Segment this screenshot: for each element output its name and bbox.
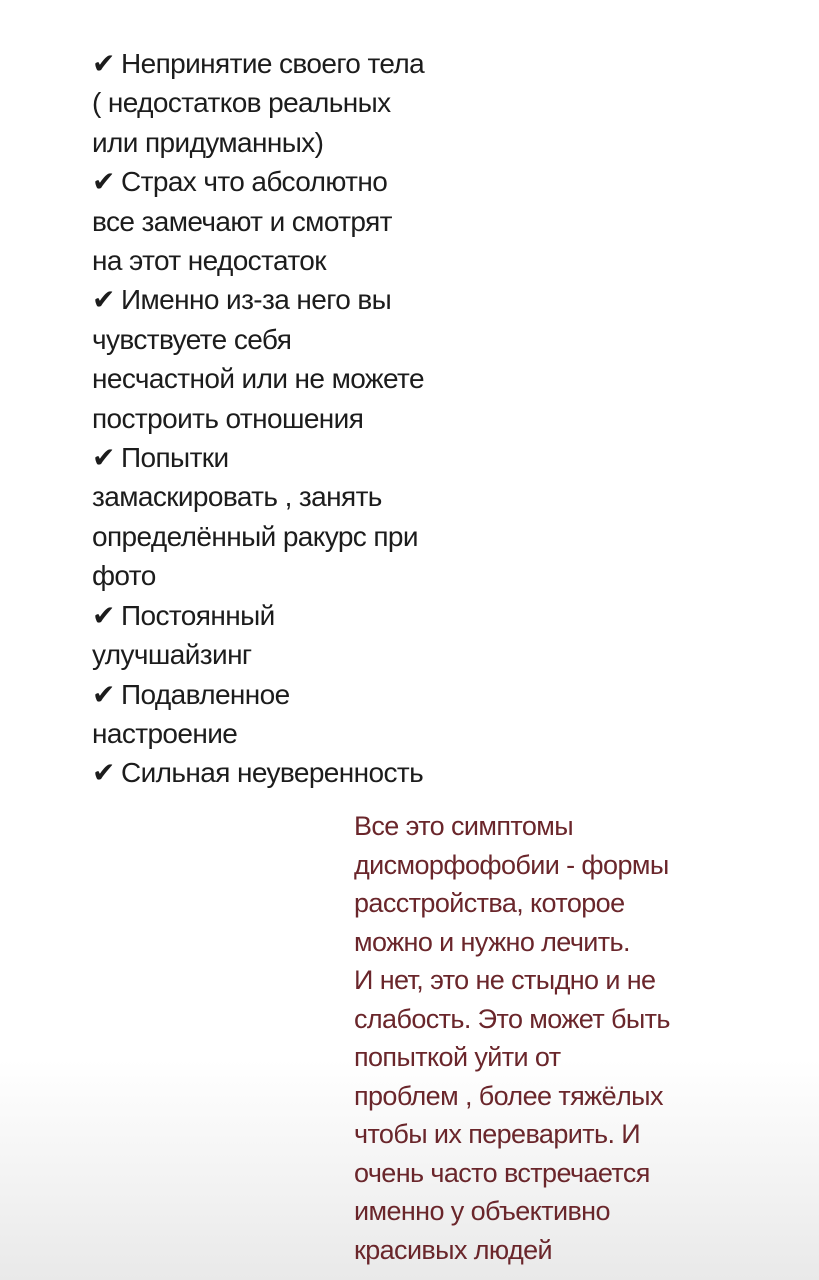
checklist-item-insecurity — [92, 753, 512, 792]
checkmark-icon: ✔ — [92, 757, 115, 789]
checklist-item-line: ✔ Попытки — [92, 438, 512, 477]
checklist-item-line: ✔ Именно из-за него вы — [92, 280, 512, 319]
note-line: дисморфофобии - формы — [354, 849, 669, 880]
checklist-item-line: ✔ Непринятие своего тела — [92, 44, 512, 83]
checklist-item-line: построить отношения — [92, 402, 364, 434]
note-line: попыткой уйти от — [354, 1042, 561, 1072]
checklist-item-line: на этот недостаток — [92, 245, 326, 277]
checklist-item-line: чувствуете себя — [92, 323, 292, 355]
checklist-item-masking — [92, 438, 512, 596]
note-line: красивых людей — [354, 1234, 553, 1265]
checklist-item-line: замаскировать , занять — [92, 481, 382, 513]
note-line: Все это симптомы — [354, 811, 574, 841]
checklist-item-unhappiness — [92, 280, 512, 438]
checklist-item-line: ✔ Страх что абсолютно — [92, 162, 512, 201]
note-line: чтобы их переварить. И — [354, 1119, 641, 1149]
note-line: И нет, это не стыдно и не — [354, 965, 656, 995]
note-line: можно и нужно лечить. — [354, 926, 630, 957]
checklist-item-line: улучшайзинг — [92, 639, 252, 671]
checkmark-icon: ✔ — [92, 166, 115, 198]
note-line: очень часто встречается — [354, 1157, 650, 1188]
checklist-item-line: ✔ Постоянный — [92, 596, 512, 635]
checklist-item-fear — [92, 162, 512, 280]
checklist-item-line: определённый ракурс при — [92, 520, 418, 552]
checkmark-icon: ✔ — [92, 678, 115, 710]
checklist-item-depressed-mood — [92, 675, 512, 754]
checkmark-icon: ✔ — [92, 48, 115, 79]
checklist-item-line: ✔ Подавленное — [92, 675, 512, 714]
checklist-item-line: настроение — [92, 717, 238, 749]
checkmark-icon: ✔ — [92, 599, 115, 631]
note-line: слабость. Это может быть — [354, 1003, 670, 1034]
checklist-item-line: фото — [92, 560, 156, 592]
note-line: именно у объективно — [354, 1196, 610, 1226]
checklist-item-retouching — [92, 596, 512, 675]
checklist-item-line: ( недостатков реальных — [92, 87, 391, 119]
checklist-item-line: или придуманных) — [92, 126, 324, 158]
note-line: расстройства, которое — [354, 888, 625, 918]
checkmark-icon: ✔ — [92, 284, 115, 316]
explanation-note — [354, 807, 734, 1269]
note-line: проблем , более тяжёлых — [354, 1080, 663, 1111]
symptom-checklist — [92, 44, 512, 793]
checklist-item-line: несчастной или не можете — [92, 363, 424, 395]
checklist-item-line: все замечают и смотрят — [92, 205, 392, 237]
checklist-item-body-rejection — [92, 44, 512, 162]
checklist-item-line: ✔ Сильная неуверенность — [92, 753, 512, 792]
checkmark-icon: ✔ — [92, 442, 115, 474]
